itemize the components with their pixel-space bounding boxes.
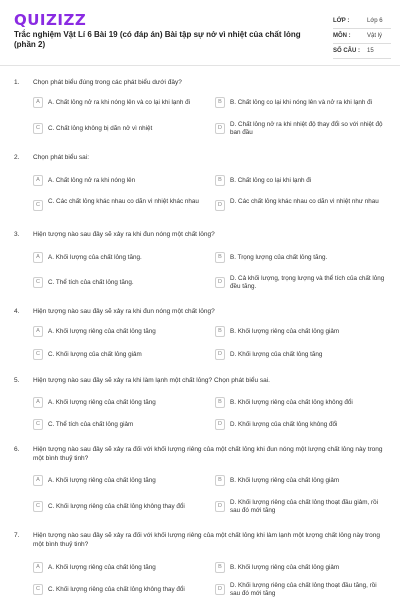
option-text: B. Trọng lượng của chất lỏng tăng.: [230, 254, 328, 261]
option-text: D. Các chất lỏng khác nhau co dãn vì nhiệt như nhau: [230, 198, 379, 205]
page-header: [0, 0, 400, 66]
option-d[interactable]: [215, 347, 385, 363]
option-text: B. Khối lượng riêng của chất lỏng không đổi: [230, 399, 353, 406]
question-number: 5.: [14, 377, 20, 384]
option-text: A. Chất lỏng nở ra khi nóng lên và co lại khi lạnh đi: [48, 99, 191, 106]
meta-value: Lớp 6: [367, 18, 383, 24]
option-b[interactable]: [215, 560, 385, 576]
option-letter-box: D: [215, 419, 225, 430]
option-text: B. Khối lượng riêng của chất lỏng giảm: [230, 328, 340, 335]
option-c[interactable]: [33, 347, 203, 363]
option-a[interactable]: [33, 324, 203, 340]
meta-row-class: [333, 14, 391, 29]
option-letter-box: A: [33, 562, 43, 573]
option-text: C. Khối lượng của chất lỏng giảm: [48, 351, 142, 358]
option-letter-box: A: [33, 175, 43, 186]
option-letter-box: B: [215, 475, 225, 486]
option-letter-box: B: [215, 252, 225, 263]
question-text: Chọn phát biểu sai:: [33, 154, 90, 161]
question-text: Hiện tượng nào sau đây sẽ xảy ra khi đun nóng một chất lỏng?: [33, 308, 215, 315]
option-a[interactable]: [33, 473, 203, 489]
option-letter-box: A: [33, 326, 43, 337]
question-number: 4.: [14, 308, 20, 315]
option-text: D. Khối lượng riêng của chất lỏng thoạt đầu giảm, rồi sau đó mới tăng: [230, 499, 379, 514]
meta-value: Vật lý: [367, 33, 383, 39]
option-letter-box: B: [215, 326, 225, 337]
question-text: Hiện tượng nào sau đây sẽ xảy ra khi làm lạnh một chất lỏng? Chọn phát biểu sai.: [33, 377, 270, 384]
question-number: 2.: [14, 154, 20, 161]
option-letter-box: D: [215, 200, 225, 211]
question-number: 3.: [14, 231, 20, 238]
option-letter-box: D: [215, 123, 225, 134]
option-letter-box: A: [33, 397, 43, 408]
option-letter-box: D: [215, 584, 225, 595]
question-text: Chọn phát biểu đúng trong các phát biểu dưới đây?: [33, 79, 182, 86]
option-text: C. Thể tích của chất lỏng tăng.: [48, 279, 134, 286]
option-text: C. Chất lỏng không bị dãn nở vì nhiệt: [48, 125, 153, 132]
quizizz-logo: QUIZIZZ: [14, 11, 87, 29]
option-b[interactable]: [215, 395, 385, 411]
option-a[interactable]: [33, 95, 203, 111]
option-c[interactable]: [33, 275, 203, 291]
option-text: D. Cả khối lượng, trọng lượng và thể tích của chất lỏng đều tăng.: [230, 275, 385, 290]
meta-row-count: [333, 44, 391, 59]
option-letter-box: A: [33, 252, 43, 263]
option-d[interactable]: [215, 417, 385, 433]
option-letter-box: D: [215, 501, 225, 512]
option-d[interactable]: [215, 198, 385, 214]
option-letter-box: B: [215, 397, 225, 408]
option-a[interactable]: [33, 395, 203, 411]
meta-row-subject: [333, 29, 391, 44]
option-c[interactable]: [33, 582, 203, 598]
option-letter-box: A: [33, 475, 43, 486]
option-c[interactable]: [33, 417, 203, 433]
option-d[interactable]: [215, 121, 385, 137]
option-text: C. Khối lượng riêng của chất lỏng không thay đổi: [48, 586, 185, 593]
option-b[interactable]: [215, 250, 385, 266]
option-text: A. Khối lượng riêng của chất lỏng tăng: [48, 328, 156, 335]
option-letter-box: C: [33, 584, 43, 595]
option-d[interactable]: [215, 499, 385, 515]
page-title: Trắc nghiệm Vật Lí 6 Bài 19 (có đáp án) Bài tập sự nở vì nhiệt của chất lỏng (phần 2): [14, 30, 301, 49]
option-letter-box: A: [33, 97, 43, 108]
option-text: A. Chất lỏng nở ra khi nóng lên: [48, 177, 136, 184]
meta-value: 15: [367, 48, 374, 54]
meta-label: LỚP :: [333, 18, 350, 24]
option-b[interactable]: [215, 473, 385, 489]
option-a[interactable]: [33, 560, 203, 576]
question-text: Hiện tượng nào sau đây sẽ xảy ra đối với khối lượng riêng của một chất lỏng khi làm lạnh một lượng chất lỏng này trong một bình thuỷ tinh?: [33, 532, 380, 548]
option-text: B. Chất lỏng co lại khi nóng lên và nở ra khi lạnh đi: [230, 99, 373, 106]
option-b[interactable]: [215, 173, 385, 189]
question-number: 6.: [14, 446, 20, 453]
option-letter-box: B: [215, 97, 225, 108]
option-text: D. Khối lượng riêng của chất lỏng thoạt đầu tăng, rồi sau đó mới tăng: [230, 582, 377, 597]
option-letter-box: C: [33, 419, 43, 430]
question-text: Hiện tượng nào sau đây sẽ xảy ra khi đun nóng một chất lỏng?: [33, 231, 215, 238]
option-letter-box: D: [215, 277, 225, 288]
option-text: D. Chất lỏng nở ra khi nhiệt độ thay đổi so với nhiệt độ ban đầu: [230, 121, 383, 136]
option-text: A. Khối lượng riêng của chất lỏng tăng: [48, 399, 156, 406]
option-text: B. Khối lượng riêng của chất lỏng giảm: [230, 564, 340, 571]
option-c[interactable]: [33, 499, 203, 515]
option-letter-box: D: [215, 349, 225, 360]
option-a[interactable]: [33, 173, 203, 189]
option-d[interactable]: [215, 275, 385, 291]
option-letter-box: C: [33, 349, 43, 360]
option-text: C. Khối lượng riêng của chất lỏng không thay đổi: [48, 503, 185, 510]
option-text: D. Khối lượng của chất lỏng không đổi: [230, 421, 338, 428]
option-letter-box: C: [33, 200, 43, 211]
option-text: D. Khối lượng của chất lỏng tăng: [230, 351, 323, 358]
option-text: B. Khối lượng riêng của chất lỏng giảm: [230, 477, 340, 484]
option-letter-box: C: [33, 277, 43, 288]
meta-label: MÔN :: [333, 33, 351, 39]
option-text: A. Khối lượng riêng của chất lỏng tăng: [48, 564, 156, 571]
option-b[interactable]: [215, 95, 385, 111]
meta-label: SỐ CÂU :: [333, 48, 360, 54]
question-text: Hiện tượng nào sau đây sẽ xảy ra đối với khối lượng riêng của một chất lỏng khi đun nóng một lượng chất lỏng này trong một bình thuỷ tinh?: [33, 446, 383, 462]
option-letter-box: C: [33, 501, 43, 512]
option-a[interactable]: [33, 250, 203, 266]
question-number: 7.: [14, 532, 20, 539]
option-text: C. Thể tích của chất lỏng giảm: [48, 421, 134, 428]
option-text: A. Khối lượng riêng của chất lỏng tăng: [48, 477, 156, 484]
option-b[interactable]: [215, 324, 385, 340]
question-number: 1.: [14, 79, 20, 86]
option-letter-box: C: [33, 123, 43, 134]
option-letter-box: B: [215, 175, 225, 186]
option-c[interactable]: [33, 121, 203, 137]
option-text: C. Các chất lỏng khác nhau co dãn vì nhiệt khác nhau: [48, 198, 199, 205]
option-text: A. Khối lượng của chất lỏng tăng.: [48, 254, 142, 261]
option-text: B. Chất lỏng co lại khi lạnh đi: [230, 177, 312, 184]
option-letter-box: B: [215, 562, 225, 573]
option-c[interactable]: [33, 198, 203, 214]
option-d[interactable]: [215, 582, 385, 598]
meta-info: [333, 14, 391, 59]
